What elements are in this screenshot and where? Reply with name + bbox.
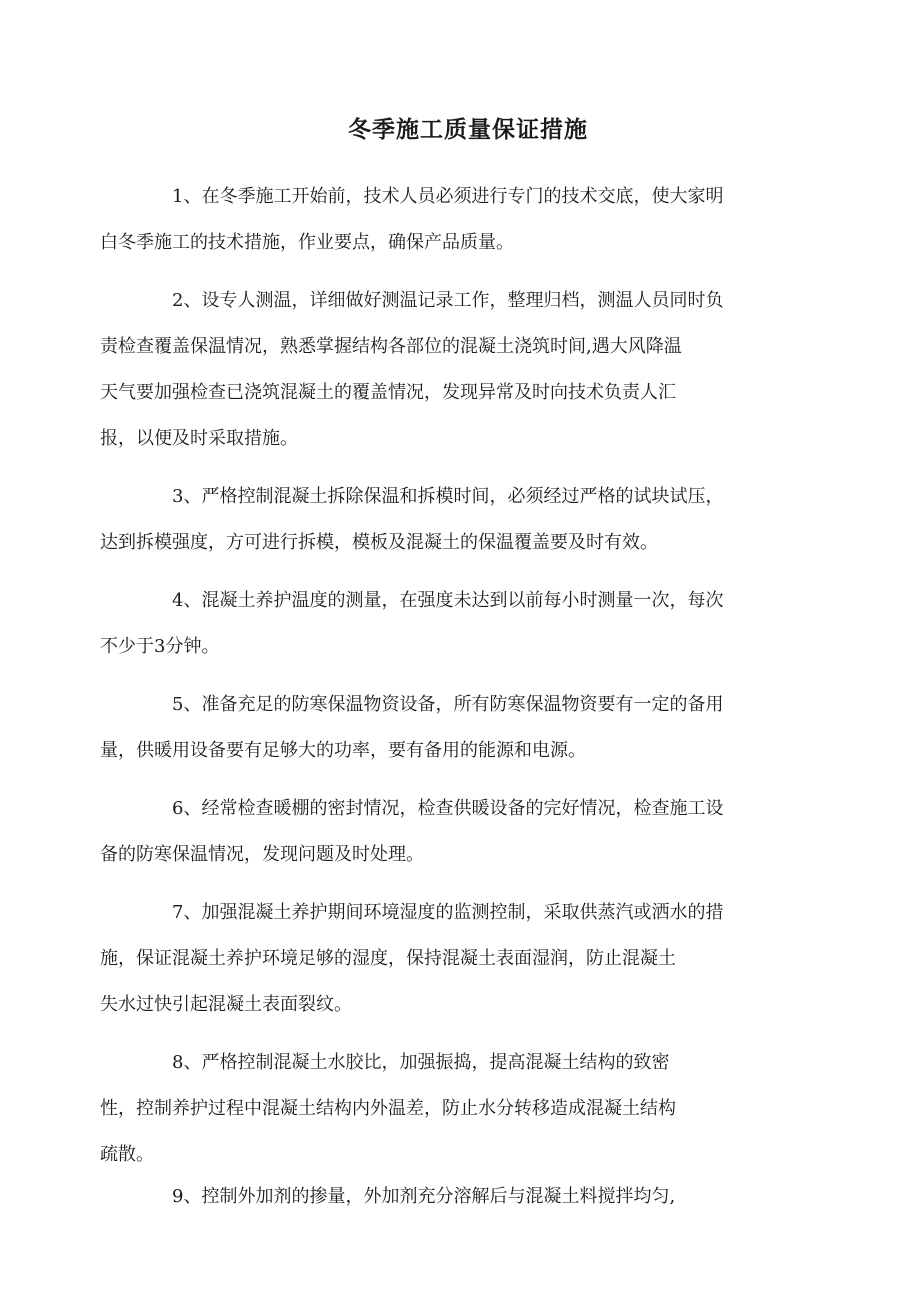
paragraph-3 bbox=[100, 474, 800, 566]
document-title: 冬季施工质量保证措施 bbox=[348, 116, 588, 143]
paragraph-line: 6、经常检查暖棚的密封情况，检查供暖设备的完好情况，检查施工设 bbox=[172, 798, 724, 819]
paragraph-line: 天气要加强检查已浇筑混凝土的覆盖情况，发现异常及时向技术负责人汇 bbox=[100, 382, 676, 403]
paragraph-line: 1、在冬季施工开始前，技术人员必须进行专门的技术交底，使大家明 bbox=[172, 186, 724, 207]
paragraph-line: 责检查覆盖保温情况，熟悉掌握结构各部位的混凝土浇筑时间,遇大风降温 bbox=[100, 336, 682, 357]
paragraph-line: 失水过快引起混凝土表面裂纹。 bbox=[100, 994, 352, 1015]
paragraph-2 bbox=[100, 278, 800, 462]
paragraph-1 bbox=[100, 174, 800, 266]
paragraph-line: 8、严格控制混凝土水胶比，加强振捣，提高混凝土结构的致密 bbox=[172, 1052, 670, 1073]
paragraph-line: 施，保证混凝土养护环境足够的湿度，保持混凝土表面湿润，防止混凝土 bbox=[100, 948, 676, 969]
paragraph-line: 7、加强混凝土养护期间环境湿度的监测控制，采取供蒸汽或洒水的措 bbox=[172, 902, 724, 923]
paragraph-line: 9、控制外加剂的掺量，外加剂充分溶解后与混凝土料搅拌均匀, bbox=[172, 1186, 676, 1207]
paragraph-line: 量，供暖用设备要有足够大的功率，要有备用的能源和电源。 bbox=[100, 740, 586, 761]
paragraph-7 bbox=[100, 890, 800, 1028]
paragraph-line: 5、准备充足的防寒保温物资设备，所有防寒保温物资要有一定的备用 bbox=[172, 694, 724, 715]
document-body bbox=[100, 174, 800, 1220]
paragraph-line: 3、严格控制混凝土拆除保温和拆模时间，必须经过严格的试块试压， bbox=[172, 486, 724, 507]
paragraph-4 bbox=[100, 578, 800, 670]
paragraph-line: 性，控制养护过程中混凝土结构内外温差，防止水分转移造成混凝土结构 bbox=[100, 1098, 676, 1119]
paragraph-line: 疏散。 bbox=[100, 1144, 154, 1165]
paragraph-line: 4、混凝土养护温度的测量，在强度未达到以前每小时测量一次，每次 bbox=[172, 590, 724, 611]
paragraph-5 bbox=[100, 682, 800, 774]
paragraph-line: 备的防寒保温情况，发现问题及时处理。 bbox=[100, 844, 424, 865]
paragraph-line: 达到拆模强度，方可进行拆模，模板及混凝土的保温覆盖要及时有效。 bbox=[100, 532, 658, 553]
paragraph-8 bbox=[100, 1040, 800, 1178]
paragraph-line: 2、设专人测温，详细做好测温记录工作，整理归档，测温人员同时负 bbox=[172, 290, 724, 311]
paragraph-9 bbox=[136, 1174, 800, 1220]
paragraph-line: 不少于3分钟。 bbox=[100, 636, 220, 657]
paragraph-6 bbox=[100, 786, 800, 878]
paragraph-line: 报，以便及时采取措施。 bbox=[100, 428, 298, 449]
paragraph-line: 白冬季施工的技术措施，作业要点，确保产品质量。 bbox=[100, 232, 514, 253]
